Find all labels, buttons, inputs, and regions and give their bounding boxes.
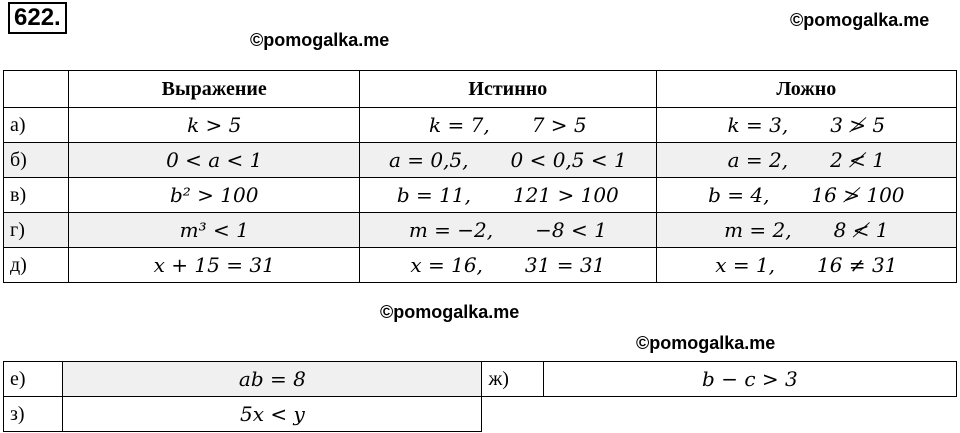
table-row xyxy=(4,213,957,248)
row-true-cell xyxy=(360,178,657,213)
row-letter: з) xyxy=(4,397,63,432)
false-value: a = 2, xyxy=(727,148,789,172)
row-expression: b² > 100 xyxy=(69,178,360,213)
watermark-middle: ©pomogalka.me xyxy=(380,302,520,322)
row-false-cell xyxy=(656,213,956,248)
true-check: 31 = 31 xyxy=(524,253,606,277)
row-letter: д) xyxy=(4,248,69,283)
row-false-cell xyxy=(656,108,956,143)
empty-cell xyxy=(482,397,543,432)
false-value: m = 2, xyxy=(724,218,792,242)
row-letter: б) xyxy=(4,143,69,178)
watermark-middle-right: ©pomogalka.me xyxy=(636,333,776,353)
header-row xyxy=(4,71,957,108)
row-expression: b − c > 3 xyxy=(543,362,956,397)
true-value: b = 11, xyxy=(396,183,471,207)
false-check: 16 ≠ 31 xyxy=(817,253,898,277)
problem-number: 622. xyxy=(8,2,67,34)
false-value: k = 3, xyxy=(727,113,789,137)
header-empty-cell xyxy=(4,71,69,108)
header-false: Ложно xyxy=(656,71,956,108)
row-letter: ж) xyxy=(482,362,543,397)
true-value: k = 7, xyxy=(429,113,490,137)
true-check: −8 < 1 xyxy=(535,218,607,242)
row-false-cell xyxy=(656,248,956,283)
inequality-table xyxy=(3,70,957,283)
header-true: Истинно xyxy=(360,71,657,108)
row-expression: 0 < a < 1 xyxy=(69,143,360,178)
true-value: m = −2, xyxy=(408,218,494,242)
false-check: 8 ≮ 1 xyxy=(833,218,889,242)
false-value: b = 4, xyxy=(708,183,770,207)
row-letter: е) xyxy=(4,362,63,397)
watermark-top-left: ©pomogalka.me xyxy=(250,30,390,50)
row-expression: m³ < 1 xyxy=(69,213,360,248)
row-expression: 5x < y xyxy=(63,397,482,432)
row-false-cell xyxy=(656,178,956,213)
row-true-cell xyxy=(360,143,657,178)
table-row xyxy=(4,108,957,143)
false-value: x = 1, xyxy=(715,253,776,277)
watermark-top-right: ©pomogalka.me xyxy=(790,10,930,30)
true-value: a = 0,5, xyxy=(388,148,469,172)
table-row xyxy=(4,178,957,213)
row-expression: ab = 8 xyxy=(63,362,482,397)
row-expression: k > 5 xyxy=(69,108,360,143)
header-expression: Выражение xyxy=(69,71,360,108)
true-value: x = 16, xyxy=(410,253,483,277)
row-true-cell xyxy=(360,108,657,143)
row-true-cell xyxy=(360,248,657,283)
table-row xyxy=(4,362,957,397)
table-row xyxy=(4,397,957,432)
row-letter: а) xyxy=(4,108,69,143)
row-true-cell xyxy=(360,213,657,248)
row-letter: г) xyxy=(4,213,69,248)
row-false-cell xyxy=(656,143,956,178)
true-check: 121 > 100 xyxy=(512,183,619,207)
true-check: 7 > 5 xyxy=(531,113,587,137)
extra-expressions-table xyxy=(3,361,957,432)
false-check: 16 ≯ 100 xyxy=(811,183,905,207)
table-row xyxy=(4,143,957,178)
row-letter: в) xyxy=(4,178,69,213)
false-check: 3 ≯ 5 xyxy=(830,113,886,137)
true-check: 0 < 0,5 < 1 xyxy=(510,148,627,172)
false-check: 2 ≮ 1 xyxy=(830,148,885,172)
empty-cell xyxy=(543,397,956,432)
table-row xyxy=(4,248,957,283)
row-expression: x + 15 = 31 xyxy=(69,248,360,283)
